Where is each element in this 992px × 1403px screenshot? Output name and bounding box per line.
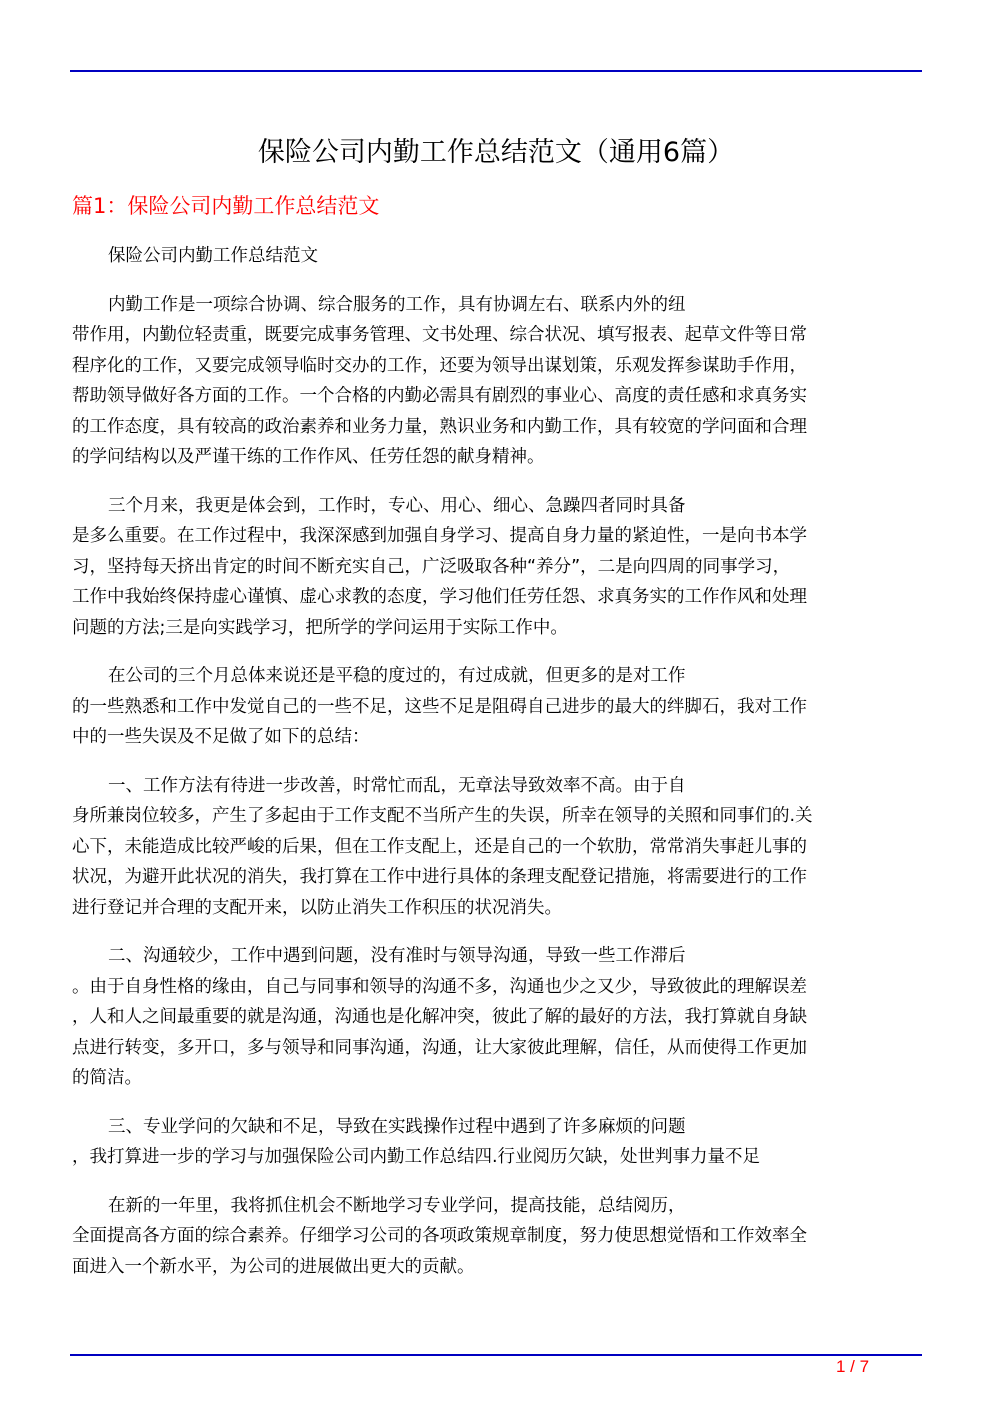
text-line: 习，坚持每天挤出肯定的时间不断充实自己，广泛吸取各种“养分”，二是向四周的同事学习， <box>72 556 791 577</box>
page-number: 1 / 7 <box>836 1357 870 1376</box>
paragraph <box>72 1112 922 1173</box>
text-line: 。由于自身性格的缘由，自己与同事和领导的沟通不多，沟通也少之又少，导致彼此的理解误差 <box>72 976 807 997</box>
text-line: 带作用，内勤位轻责重，既要完成事务管理、文书处理、综合状况、填写报表、起草文件等日常 <box>72 325 807 345</box>
text-line: 二、沟通较少，工作中遇到问题，没有准时与领导沟通，导致一些工作滞后 <box>108 946 686 966</box>
paragraph <box>72 661 922 753</box>
text-line: 一、工作方法有待进一步改善，时常忙而乱，无章法导致效率不高。由于自 <box>108 775 686 796</box>
paragraph <box>72 771 922 924</box>
text-line: 心下，未能造成比较严峻的后果，但在工作支配上，还是自己的一个软肋，常常消失事赶儿事的 <box>72 836 807 857</box>
text-line: 的简洁。 <box>72 1068 142 1088</box>
text-line: 的学问结构以及严谨干练的工作作风、任劳任怨的献身精神。 <box>72 447 545 467</box>
footer-rule <box>70 1354 922 1356</box>
text-line: 面进入一个新水平，为公司的进展做出更大的贡献。 <box>72 1256 475 1277</box>
paragraph <box>72 941 922 1094</box>
text-line: ，我打算进一步的学习与加强保险公司内勤工作总结四.行业阅历欠缺，处世判事力量不足 <box>72 1147 761 1167</box>
text-line: 进行登记并合理的支配开来，以防止消失工作积压的状况消失。 <box>72 897 562 918</box>
paragraph <box>72 290 922 473</box>
text-line: 的一些熟悉和工作中发觉自己的一些不足，这些不足是阻碍自己进步的最大的绊脚石，我对工作 <box>72 696 807 717</box>
text-line: ，人和人之间最重要的就是沟通，沟通也是化解冲突，彼此了解的最好的方法，我打算就自身缺 <box>72 1007 807 1027</box>
text-line: 在公司的三个月总体来说还是平稳的度过的，有过成就，但更多的是对工作 <box>108 666 686 686</box>
text-line: 三、专业学问的欠缺和不足，导致在实践操作过程中遇到了许多麻烦的问题 <box>108 1116 686 1137</box>
paragraph <box>72 241 922 272</box>
text-line: 保险公司内勤工作总结范文 <box>108 246 318 266</box>
text-line: 在新的一年里，我将抓住机会不断地学习专业学问，提高技能，总结阅历， <box>108 1195 686 1216</box>
text-line: 内勤工作是一项综合协调、综合服务的工作，具有协调左右、联系内外的纽 <box>108 294 686 315</box>
document-title: 保险公司内勤工作总结范文（通用6篇） <box>257 137 735 168</box>
paragraph <box>72 1191 922 1283</box>
text-line: 三个月来，我更是体会到，工作时，专心、用心、细心、急躁四者同时具备 <box>108 495 686 516</box>
paragraph <box>72 491 922 644</box>
text-line: 帮助领导做好各方面的工作。一个合格的内勤必需具有剧烈的事业心、高度的责任感和求真务实 <box>72 386 807 406</box>
text-line: 状况，为避开此状况的消失，我打算在工作中进行具体的条理支配登记措施，将需要进行的工作 <box>72 867 807 887</box>
text-line: 程序化的工作，又要完成领导临时交办的工作，还要为领导出谋划策，乐观发挥参谋助手作用， <box>72 355 807 376</box>
text-line: 问题的方法;三是向实践学习，把所学的学问运用于实际工作中。 <box>72 617 568 638</box>
section-heading: 篇1：保险公司内勤工作总结范文 <box>72 194 380 218</box>
text-line: 的工作态度，具有较高的政治素养和业务力量，熟识业务和内勤工作，具有较宽的学问面和合理 <box>72 416 807 437</box>
document-body <box>72 241 922 1300</box>
header-rule <box>70 70 922 72</box>
text-line: 是多么重要。在工作过程中，我深深感到加强自身学习、提高自身力量的紧迫性，一是向书本学 <box>72 526 807 546</box>
text-line: 身所兼岗位较多，产生了多起由于工作支配不当所产生的失误，所幸在领导的关照和同事们的.关 <box>72 806 813 826</box>
text-line: 中的一些失误及不足做了如下的总结： <box>72 727 370 747</box>
text-line: 全面提高各方面的综合素养。仔细学习公司的各项政策规章制度，努力使思想觉悟和工作效率全 <box>72 1226 807 1246</box>
text-line: 工作中我始终保持虚心谨慎、虚心求教的态度，学习他们任劳任怨、求真务实的工作作风和处理 <box>72 587 807 607</box>
text-line: 点进行转变，多开口，多与领导和同事沟通，沟通，让大家彼此理解，信任，从而使得工作更加 <box>72 1037 807 1058</box>
